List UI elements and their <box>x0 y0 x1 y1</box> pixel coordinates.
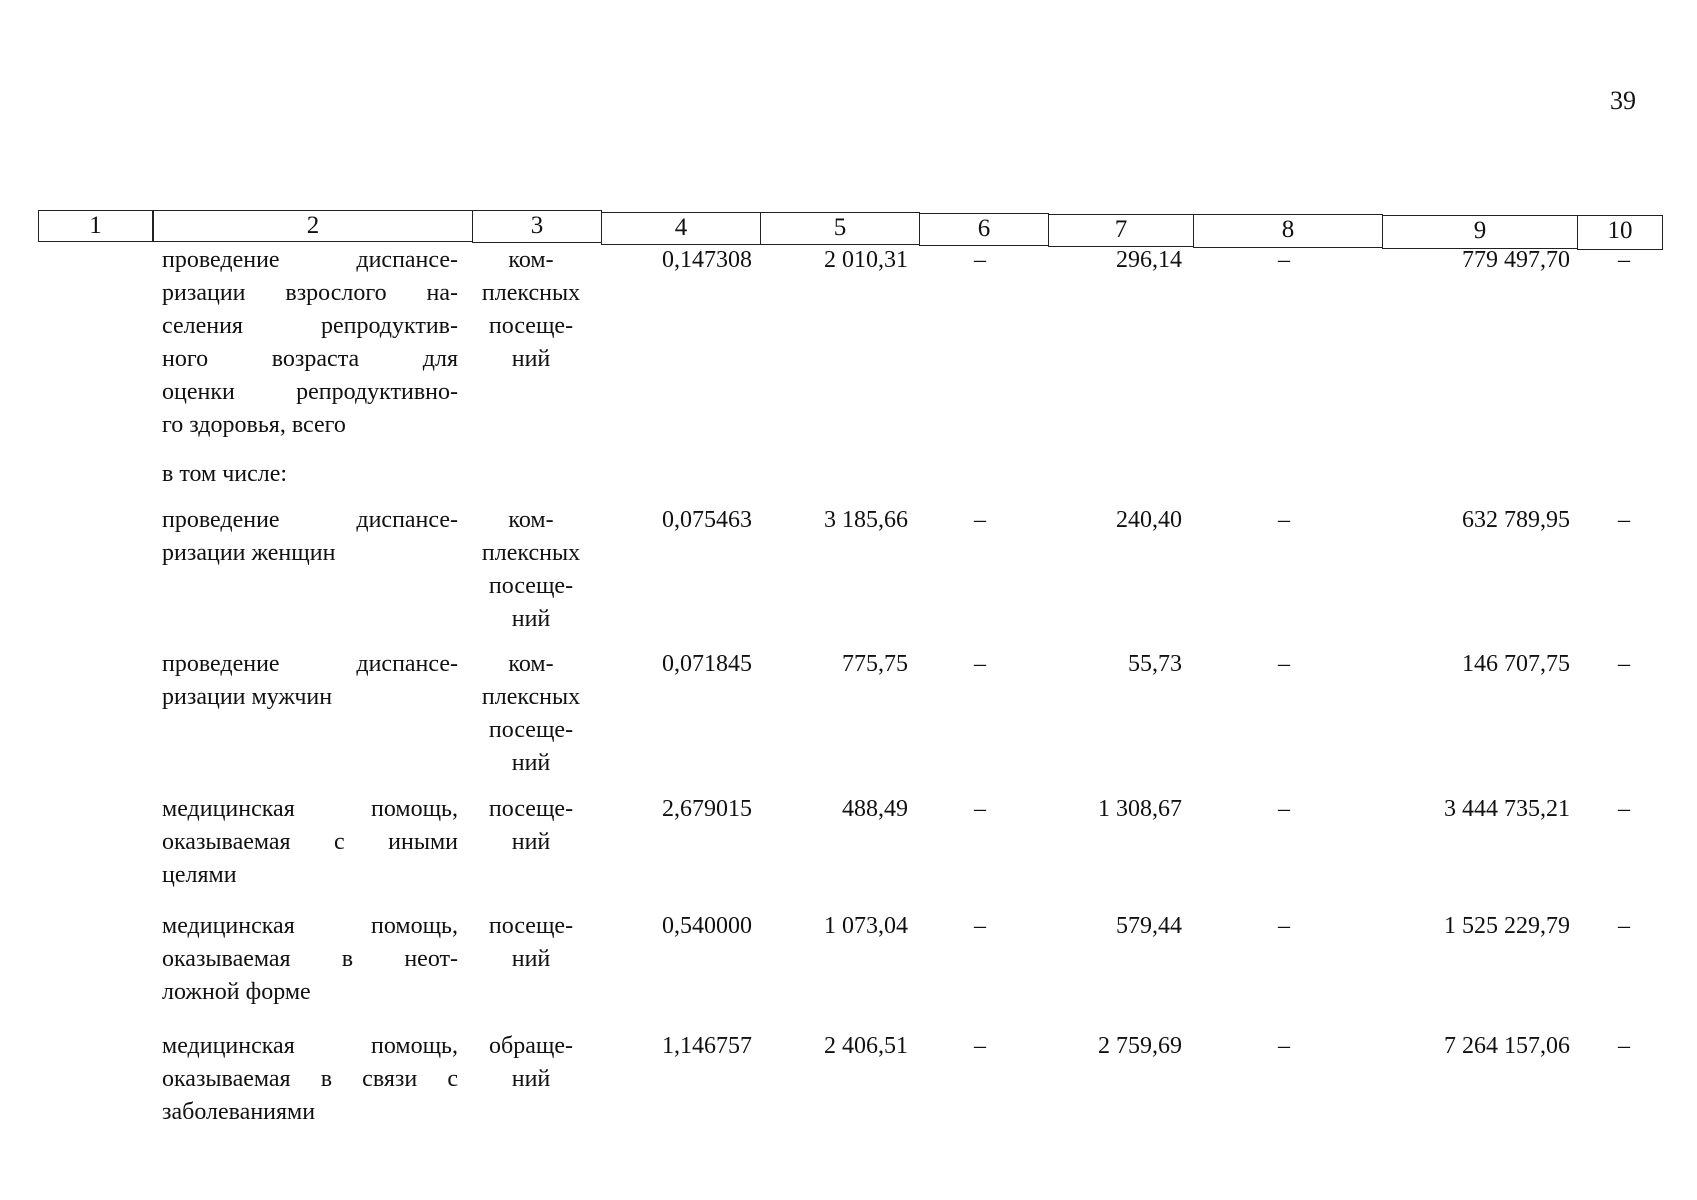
cell-unit <box>468 793 594 859</box>
cell-col-7: 55,73 <box>1128 651 1182 677</box>
indicator-name-line: ложной форме <box>162 979 311 1005</box>
header-col-7: 7 <box>1048 214 1194 247</box>
indicator-name-line: оказываемая в связи с <box>162 1066 458 1092</box>
unit-line: ний <box>511 829 551 855</box>
cell-indicator-name <box>162 504 458 570</box>
cell-col-8: – <box>1278 651 1290 677</box>
cell-col-6: – <box>974 247 986 273</box>
header-col-8: 8 <box>1193 214 1383 248</box>
cell-indicator-name <box>162 910 458 1009</box>
cell-col-5: 1 073,04 <box>824 913 908 939</box>
cell-col-7: 2 759,69 <box>1098 1033 1182 1059</box>
indicator-name-line: медицинская помощь, <box>162 796 458 822</box>
indicator-name-line: медицинская помощь, <box>162 913 458 939</box>
cell-col-6: – <box>974 507 986 533</box>
header-col-5: 5 <box>760 212 920 245</box>
indicator-name-line: оказываемая в неот- <box>162 946 458 972</box>
header-col-2: 2 <box>153 210 473 242</box>
indicator-name-line: ризации женщин <box>162 540 336 566</box>
cell-col-6: – <box>974 1033 986 1059</box>
unit-line: плексных <box>481 684 581 710</box>
indicator-name-line: ризации мужчин <box>162 684 333 710</box>
cell-col-6: – <box>974 913 986 939</box>
cell-col-4: 0,147308 <box>662 247 752 273</box>
cell-col-8: – <box>1278 507 1290 533</box>
cell-col-9: 3 444 735,21 <box>1444 796 1570 822</box>
unit-line: ний <box>511 946 551 972</box>
cell-col-10: – <box>1618 247 1630 273</box>
cell-indicator-name <box>162 793 458 892</box>
cell-unit <box>468 504 594 636</box>
unit-line: ком- <box>508 507 554 533</box>
unit-line: посеще- <box>488 913 574 939</box>
cell-unit <box>468 1030 594 1096</box>
cell-col-5: 2 406,51 <box>824 1033 908 1059</box>
cell-unit <box>468 910 594 976</box>
cell-indicator-name <box>162 458 458 491</box>
cell-col-7: 579,44 <box>1116 913 1182 939</box>
cell-col-5: 2 010,31 <box>824 247 908 273</box>
page-number: 39 <box>1610 86 1636 115</box>
unit-line: плексных <box>481 280 581 306</box>
indicator-name-line: ризации взрослого на- <box>162 280 458 306</box>
cell-indicator-name <box>162 1030 458 1129</box>
header-col-4: 4 <box>601 212 761 245</box>
cell-unit <box>468 648 594 780</box>
unit-line: ний <box>511 1066 551 1092</box>
unit-line: посеще- <box>488 573 574 599</box>
indicator-name-line: заболеваниями <box>162 1099 316 1125</box>
cell-col-8: – <box>1278 1033 1290 1059</box>
cell-indicator-name <box>162 648 458 714</box>
unit-line: ний <box>511 606 551 632</box>
header-col-3: 3 <box>472 210 602 243</box>
unit-line: посеще- <box>488 313 574 339</box>
cell-col-10: – <box>1618 1033 1630 1059</box>
indicator-name-line: го здоровья, всего <box>162 412 346 438</box>
header-col-10: 10 <box>1577 215 1663 250</box>
cell-col-8: – <box>1278 913 1290 939</box>
cell-col-7: 1 308,67 <box>1098 796 1182 822</box>
unit-line: ком- <box>508 651 554 677</box>
unit-line: ком- <box>508 247 554 273</box>
cell-col-8: – <box>1278 247 1290 273</box>
cell-col-5: 775,75 <box>842 651 908 677</box>
cell-col-5: 3 185,66 <box>824 507 908 533</box>
header-col-6: 6 <box>919 213 1049 246</box>
cell-col-9: 7 264 157,06 <box>1444 1033 1570 1059</box>
unit-line: обраще- <box>489 1033 573 1059</box>
cell-col-4: 1,146757 <box>662 1033 752 1059</box>
indicator-name-line: селения репродуктив- <box>162 313 458 339</box>
cell-col-4: 2,679015 <box>662 796 752 822</box>
cell-col-7: 296,14 <box>1116 247 1182 273</box>
cell-col-9: 779 497,70 <box>1462 247 1570 273</box>
cell-col-9: 632 789,95 <box>1462 507 1570 533</box>
cell-col-5: 488,49 <box>842 796 908 822</box>
cell-col-9: 1 525 229,79 <box>1444 913 1570 939</box>
cell-col-6: – <box>974 796 986 822</box>
cell-col-4: 0,075463 <box>662 507 752 533</box>
cell-col-10: – <box>1618 796 1630 822</box>
cell-unit <box>468 244 594 376</box>
header-col-9: 9 <box>1382 215 1578 249</box>
cell-col-4: 0,540000 <box>662 913 752 939</box>
unit-line: плексных <box>481 540 581 566</box>
cell-col-4: 0,071845 <box>662 651 752 677</box>
indicator-name-line: в том числе: <box>162 461 288 487</box>
indicator-name-line: оказываемая с иными <box>162 829 458 855</box>
unit-line: ний <box>511 346 551 372</box>
indicator-name-line: медицинская помощь, <box>162 1033 458 1059</box>
cell-col-10: – <box>1618 507 1630 533</box>
unit-line: посеще- <box>488 796 574 822</box>
indicator-name-line: проведение диспансе- <box>162 247 458 273</box>
indicator-name-line: проведение диспансе- <box>162 651 458 677</box>
header-col-1: 1 <box>38 210 153 242</box>
cell-indicator-name <box>162 244 458 442</box>
cell-col-10: – <box>1618 913 1630 939</box>
cell-col-7: 240,40 <box>1116 507 1182 533</box>
unit-line: посеще- <box>488 717 574 743</box>
unit-line: ний <box>511 750 551 776</box>
indicator-name-line: целями <box>162 862 237 888</box>
indicator-name-line: проведение диспансе- <box>162 507 458 533</box>
cell-col-6: – <box>974 651 986 677</box>
indicator-name-line: оценки репродуктивно- <box>162 379 458 405</box>
cell-col-8: – <box>1278 796 1290 822</box>
cell-col-9: 146 707,75 <box>1462 651 1570 677</box>
indicator-name-line: ного возраста для <box>162 346 458 372</box>
cell-col-10: – <box>1618 651 1630 677</box>
